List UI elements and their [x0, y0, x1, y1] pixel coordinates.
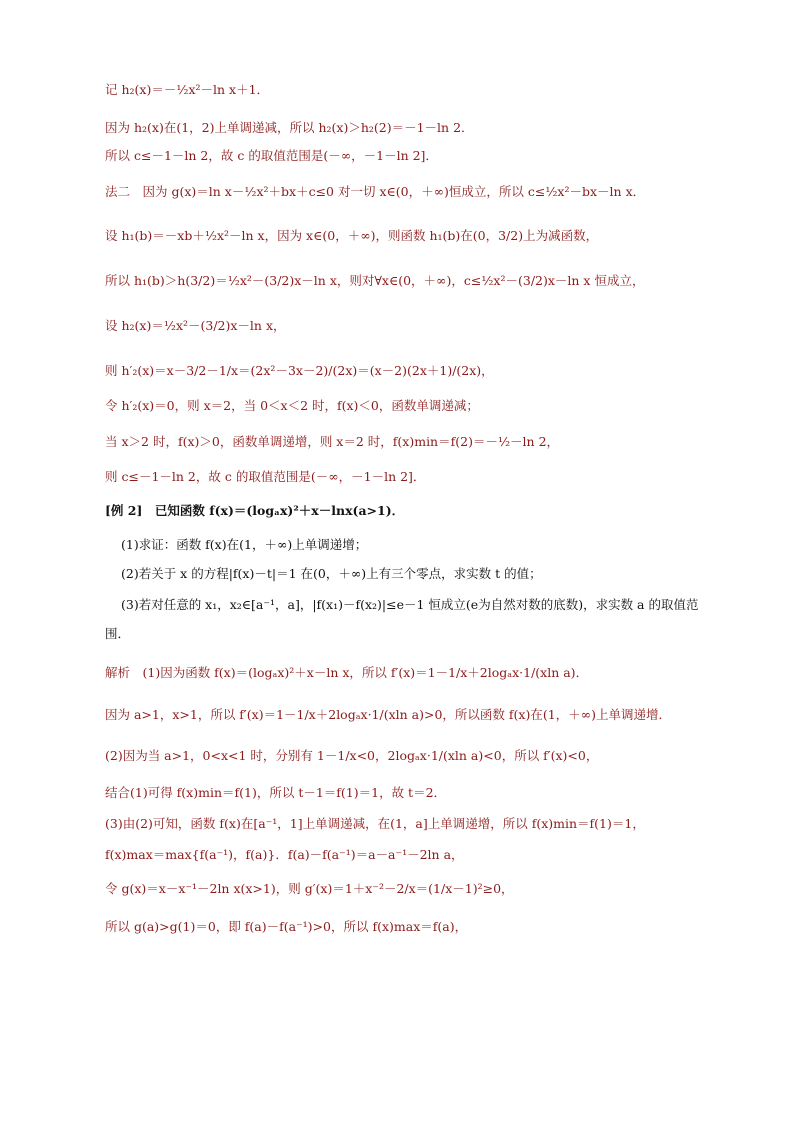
text-line: 设 h₂(x)＝½x²－(3/2)x－ln x， — [105, 318, 286, 333]
question-item-cont: 围． — [105, 626, 131, 641]
text-line: (2)因为当 a>1，0<x<1 时，分别有 1－1/x<0，2logₐx·1/(xln a)<0，所以 f′(x)<0， — [105, 748, 599, 763]
text-line: f(x)max＝max{f(a⁻¹)，f(a)}．f(a)－f(a⁻¹)＝a－a⁻¹－2ln a， — [105, 847, 464, 862]
text-line: 令 h′₂(x)＝0，则 x＝2，当 0＜x＜2 时，f(x)＜0，函数单调递减； — [105, 398, 479, 413]
question-item: (1)求证：函数 f(x)在(1，＋∞)上单调递增； — [121, 537, 368, 552]
text-line: 所以 h₁(b)＞h(3/2)＝½x²－(3/2)x－ln x，则对∀x∈(0，＋∞)，c≤½x²－(3/2)x－ln x 恒成立， — [105, 273, 645, 288]
example-heading: [例 2] 已知函数 f(x)＝(logₐx)²＋x－lnx(a>1)． — [105, 503, 405, 518]
question-item: (3)若对任意的 x₁，x₂∈[a⁻¹，a]，|f(x₁)－f(x₂)|≤e－1 恒成立(e为自然对数的底数)，求实数 a 的取值范 — [121, 597, 699, 612]
text-line: 设 h₁(b)＝－xb＋½x²－ln x，因为 x∈(0，＋∞)，则函数 h₁(b)在(0，3/2)上为减函数， — [105, 228, 599, 243]
text-line: 则 c≤－1－ln 2，故 c 的取值范围是(－∞，－1－ln 2]． — [105, 469, 426, 484]
text-line: 因为 h₂(x)在(1，2)上单调递减，所以 h₂(x)＞h₂(2)＝－1－ln 2． — [105, 120, 474, 135]
text-line: 记 h₂(x)＝－½x²－ln x＋1． — [105, 82, 270, 97]
text-line: 令 g(x)＝x－x⁻¹－2ln x(x>1)，则 g′(x)＝1＋x⁻²－2/x＝(1/x－1)²≥0， — [105, 881, 514, 896]
text-line: 当 x＞2 时，f(x)＞0，函数单调递增，则 x＝2 时，f(x)min＝f(2)＝－½－ln 2， — [105, 434, 560, 449]
text-line: 因为 a>1，x>1，所以 f′(x)＝1－1/x＋2logₐx·1/(xln a)>0，所以函数 f(x)在(1，＋∞)上单调递增． — [105, 707, 671, 722]
text-line: (3)由(2)可知，函数 f(x)在[a⁻¹，1]上单调递减，在(1，a]上单调递增，所以 f(x)min＝f(1)＝1， — [105, 816, 645, 831]
text-line: 则 h′₂(x)＝x－3/2－1/x＝(2x²－3x－2)/(2x)＝(x－2)(2x＋1)/(2x)， — [105, 363, 494, 378]
text-line: 解析 (1)因为函数 f(x)＝(logₐx)²＋x－ln x，所以 f′(x)＝1－1/x＋2logₐx·1/(xln a)． — [105, 665, 589, 680]
text-line: 结合(1)可得 f(x)min＝f(1)，所以 t－1＝f(1)＝1，故 t＝2． — [105, 785, 447, 800]
text-line: 所以 c≤－1－ln 2，故 c 的取值范围是(－∞，－1－ln 2]． — [105, 148, 438, 163]
text-line: 所以 g(a)>g(1)＝0，即 f(a)－f(a⁻¹)>0，所以 f(x)max＝f(a)， — [105, 919, 468, 934]
question-item: (2)若关于 x 的方程|f(x)－t|＝1 在(0，＋∞)上有三个零点，求实数 t 的值； — [121, 566, 542, 581]
text-line: 法二 因为 g(x)＝ln x－½x²＋bx＋c≤0 对一切 x∈(0，＋∞)恒成立，所以 c≤½x²－bx－ln x． — [105, 184, 646, 199]
